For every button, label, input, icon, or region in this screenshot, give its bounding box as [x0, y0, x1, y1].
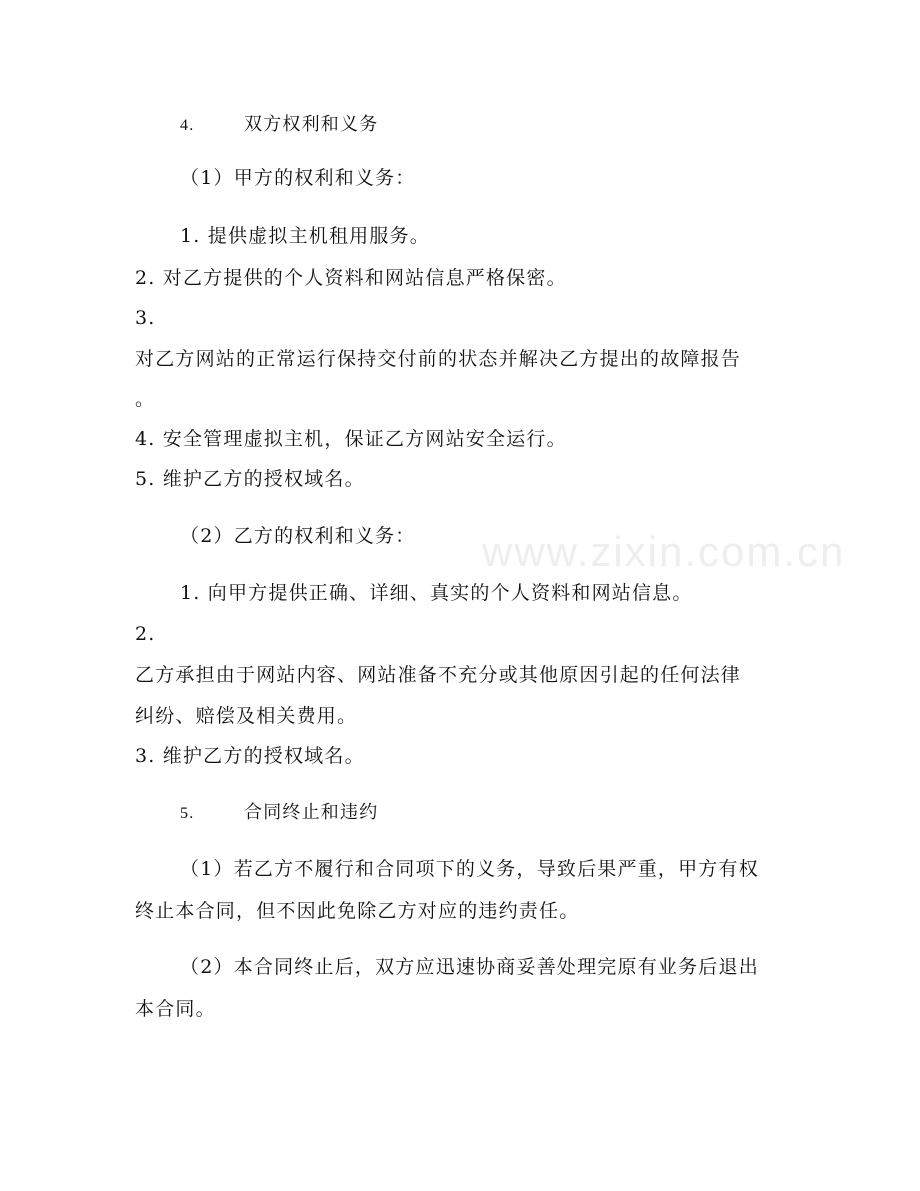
section-5-number: 5. [180, 805, 195, 822]
party-a-item-3-end: 。 [135, 388, 156, 410]
section-5-para-1-line-1: （1）若乙方不履行和合同项下的义务，导致后果严重，甲方有权 [180, 858, 759, 880]
party-a-item-3-number: 3. [135, 307, 156, 329]
party-a-item-5: 5. 维护乙方的授权域名。 [135, 468, 365, 490]
section-4-number: 4. [180, 117, 195, 134]
section-4-heading [180, 112, 378, 139]
section-4-title: 双方权利和义务 [244, 114, 379, 135]
party-b-item-3: 3. 维护乙方的授权域名。 [135, 745, 365, 767]
watermark: www.zixin.com.cn [482, 528, 846, 575]
party-b-item-2-number: 2. [135, 623, 156, 645]
party-b-item-2-cont: 纠纷、赔偿及相关费用。 [135, 705, 358, 727]
section-5-heading [180, 800, 378, 827]
party-a-heading: （1）甲方的权利和义务： [180, 167, 416, 189]
section-5-para-1-line-2: 终止本合同，但不因此免除乙方对应的违约责任。 [135, 900, 580, 922]
party-b-heading: （2）乙方的权利和义务： [180, 525, 416, 547]
party-a-item-2: 2. 对乙方提供的个人资料和网站信息严格保密。 [135, 267, 567, 289]
party-b-item-2-text: 乙方承担由于网站内容、网站准备不充分或其他原因引起的任何法律 [135, 664, 742, 686]
party-b-item-1: 1. 向甲方提供正确、详细、真实的个人资料和网站信息。 [180, 582, 693, 604]
section-5-title: 合同终止和违约 [244, 802, 379, 823]
party-a-item-3-text: 对乙方网站的正常运行保持交付前的状态并解决乙方提出的故障报告 [135, 348, 742, 370]
party-a-item-1: 1. 提供虚拟主机租用服务。 [180, 225, 430, 247]
section-5-para-2-line-2: 本合同。 [135, 998, 216, 1020]
party-a-item-4: 4. 安全管理虚拟主机，保证乙方网站安全运行。 [135, 428, 567, 450]
section-5-para-2-line-1: （2）本合同终止后，双方应迅速协商妥善处理完原有业务后退出 [180, 956, 759, 978]
